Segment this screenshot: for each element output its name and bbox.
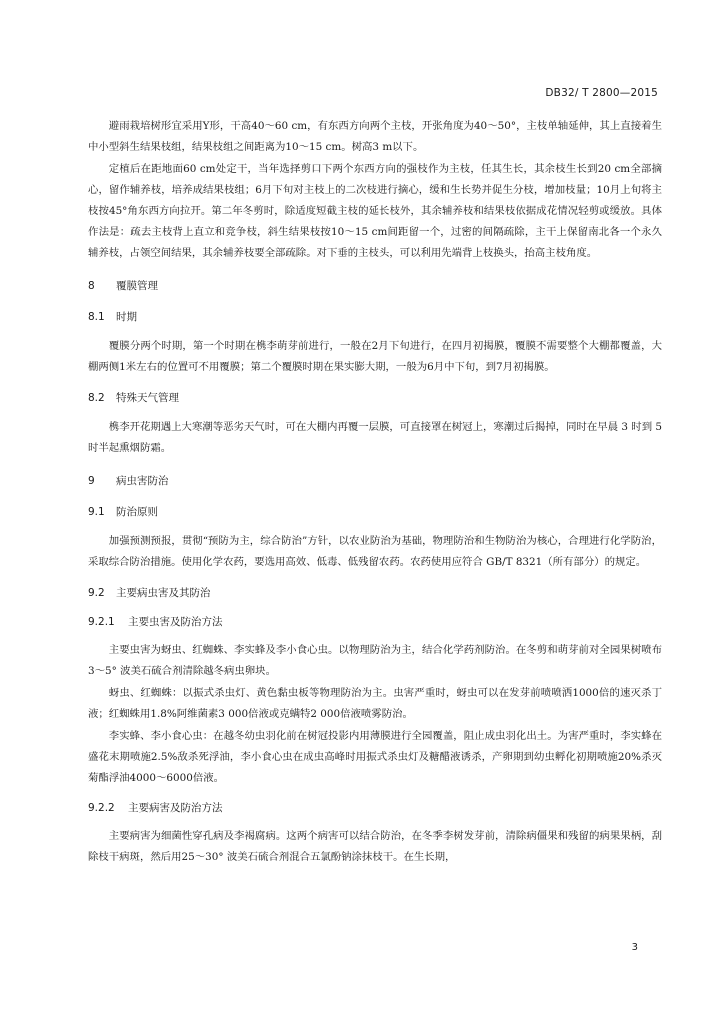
section-heading bbox=[88, 276, 662, 296]
section-number: 8.1 bbox=[88, 311, 105, 323]
paragraph: 主要病害为细菌性穿孔病及李褐腐病。这两个病害可以结合防治，在冬季李树发芽前，清除病僵果和残留的病果果柄，刮除枝干病斑，然后用25～30° 波美石硫合剂混合五氯酚钠涂抹枝干。在生长期， bbox=[88, 830, 662, 863]
section-heading bbox=[88, 583, 662, 603]
section-title: 覆膜管理 bbox=[116, 280, 158, 292]
section-heading bbox=[88, 471, 662, 491]
section-heading bbox=[88, 798, 662, 818]
section-title: 时期 bbox=[116, 311, 137, 323]
paragraph: 主要虫害为蚜虫、红蜘蛛、李实蜂及李小食心虫。以物理防治为主，结合化学药剂防治。在冬剪和萌芽前对全园果树喷布3～5° 波美石硫合剂清除越冬病虫卵块。 bbox=[88, 644, 662, 677]
paragraph: 李实蜂、李小食心虫：在越冬幼虫羽化前在树冠投影内用薄膜进行全园覆盖，阻止成虫羽化出土。为害严重时，李实蜂在盛花末期喷施2.5%敌杀死浮油，李小食心虫在成虫高峰时用振式杀虫灯及糖醋液诱杀，产卵期到幼虫孵化初期喷施20%杀灭菊酯浮油4000～6000倍液。 bbox=[88, 730, 662, 784]
section-title: 主要病虫害及其防治 bbox=[116, 587, 211, 599]
section-number: 9.1 bbox=[88, 506, 105, 518]
section-heading bbox=[88, 388, 662, 408]
section-number: 9 bbox=[88, 475, 95, 487]
section-heading bbox=[88, 502, 662, 522]
paragraph: 避雨栽培树形宜采用Y形，干高40～60 cm，有东西方向两个主枝，开张角度为40～50°，主枝单轴延伸，其上直接着生中小型斜生结果枝组，结果枝组之间距离为10～15 cm。树高3 m以下。 bbox=[88, 120, 662, 153]
paragraph: 覆膜分两个时期，第一个时期在槜李萌芽前进行，一般在2月下旬进行，在四月初揭膜，覆膜不需要整个大棚都覆盖，大棚两侧1米左右的位置可不用覆膜；第二个覆膜时期在果实膨大期，一般为6月中下旬，到7月初揭膜。 bbox=[88, 340, 662, 373]
section-title: 主要病害及防治方法 bbox=[128, 802, 223, 814]
document-code-header: DB32/ T 2800—2015 bbox=[545, 87, 658, 99]
paragraph: 定植后在距地面60 cm处定干，当年选择剪口下两个东西方向的强枝作为主枝，任其生长，其余枝生长到20 cm全部摘心，留作辅养枝，培养成结果枝组；6月下旬对主枝上的二次枝进行摘心，缓和生长势并促生分枝，增加枝量；10月上旬将主枝按45°角东西方向拉开。第二年冬剪时，除适度短截主枝的延长枝外，其余辅养枝和结果枝依据成花情况轻剪或缓放。具体作法是：疏去主枝背上直立和竞争枝，斜生结果枝按10～15 cm间距留一个，过密的间隔疏除，主干上保留南北各一个永久辅养枝，占领空间结果，其余辅养枝要全部疏除。对下垂的主枝头，可以利用先端背上枝换头，抬高主枝角度。 bbox=[88, 163, 662, 259]
page-number: 3 bbox=[631, 942, 638, 953]
section-heading bbox=[88, 612, 662, 632]
section-number: 8 bbox=[88, 280, 95, 292]
paragraph: 槜李开花期遇上大寒潮等恶劣天气时，可在大棚内再覆一层膜，可直接罩在树冠上，寒潮过后揭掉，同时在早晨 3 时到 5 时半起熏烟防霜。 bbox=[88, 421, 662, 454]
section-title: 主要虫害及防治方法 bbox=[128, 616, 223, 628]
section-title: 防治原则 bbox=[116, 506, 158, 518]
document-body bbox=[88, 116, 662, 869]
section-number: 9.2 bbox=[88, 587, 105, 599]
section-heading bbox=[88, 307, 662, 327]
section-title: 病虫害防治 bbox=[116, 475, 169, 487]
section-number: 8.2 bbox=[88, 392, 105, 404]
section-title: 特殊天气管理 bbox=[116, 392, 179, 404]
paragraph: 蚜虫、红蜘蛛：以振式杀虫灯、黄色黏虫板等物理防治为主。虫害严重时，蚜虫可以在发芽前喷喷洒1000倍的速灭杀丁液；红蜘蛛用1.8%阿维菌素3 000倍液或克螨特2 000倍液喷雾防治。 bbox=[88, 687, 662, 720]
section-number: 9.2.1 bbox=[88, 616, 115, 628]
section-number: 9.2.2 bbox=[88, 802, 115, 814]
paragraph: 加强预测预报，贯彻“预防为主，综合防治”方针，以农业防治为基础，物理防治和生物防治为核心，合理进行化学防治，采取综合防治措施。使用化学农药，要选用高效、低毒、低残留农药。农药使用应符合 GB/T 8321（所有部分）的规定。 bbox=[88, 535, 662, 568]
